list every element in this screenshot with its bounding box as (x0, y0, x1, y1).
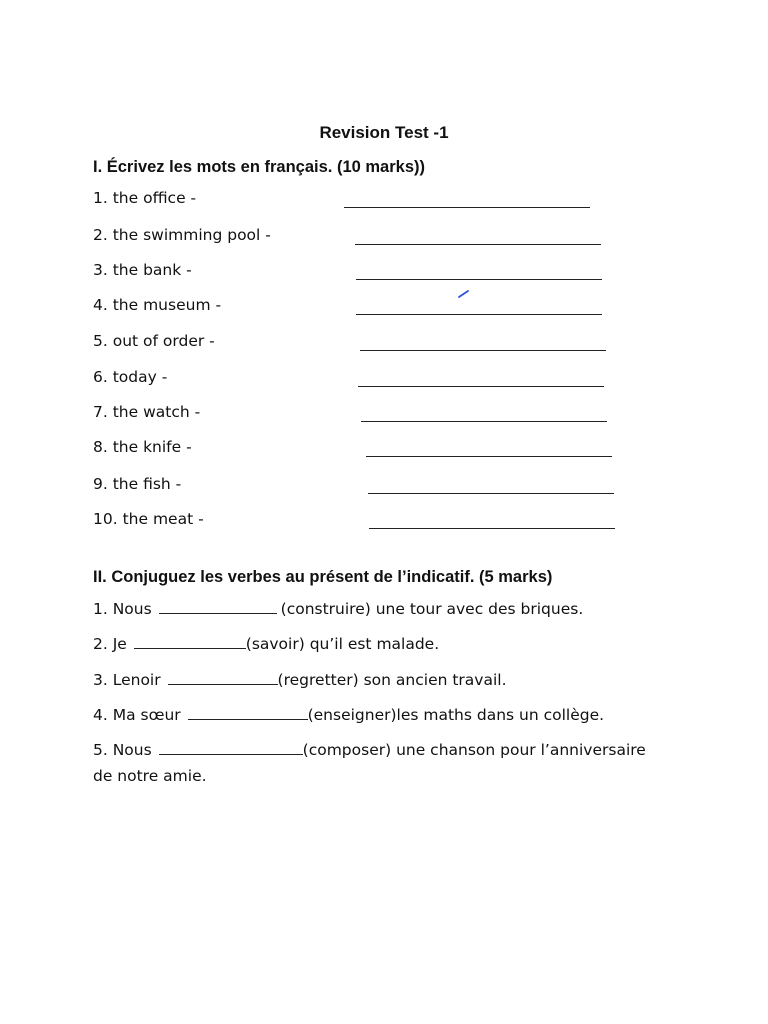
conjugation-subject: 4. Ma sœur (93, 706, 181, 724)
conjugation-prompt: (enseigner)les maths dans un collège. (307, 706, 605, 724)
conjugation-prompt: (construire) une tour avec des briques. (280, 600, 584, 618)
conjugation-subject: 2. Je (93, 635, 127, 653)
section-1-heading: I. Écrivez les mots en français. (10 marks)) (93, 158, 425, 176)
conjugation-item-5-continued: de notre amie. (93, 767, 207, 785)
answer-blank-5[interactable] (360, 350, 606, 351)
conjugation-prompt: (savoir) qu’il est malade. (245, 635, 440, 653)
answer-blank-8[interactable] (366, 456, 612, 457)
vocab-item-10: 10. the meat - (93, 510, 204, 528)
vocab-item-8: 8. the knife - (93, 438, 192, 456)
answer-blank-3[interactable] (356, 279, 602, 280)
vocab-item-1: 1. the office - (93, 189, 197, 207)
conjugation-blank-3[interactable] (168, 672, 278, 685)
answer-blank-6[interactable] (358, 386, 604, 387)
answer-blank-10[interactable] (369, 528, 615, 529)
conjugation-blank-4[interactable] (188, 707, 308, 720)
conjugation-blank-2[interactable] (134, 636, 246, 649)
vocab-item-2: 2. the swimming pool - (93, 226, 271, 244)
vocab-item-5: 5. out of order - (93, 332, 215, 350)
conjugation-blank-5[interactable] (159, 742, 303, 755)
page-title: Revision Test -1 (319, 123, 449, 142)
conjugation-item-5 (93, 741, 646, 759)
conjugation-blank-1[interactable] (159, 601, 277, 614)
vocab-item-4: 4. the museum - (93, 296, 222, 314)
conjugation-item-2 (93, 635, 439, 653)
vocab-item-9: 9. the fish - (93, 475, 182, 493)
conjugation-item-4 (93, 706, 604, 724)
answer-blank-4[interactable] (356, 314, 602, 315)
vocab-item-7: 7. the watch - (93, 403, 201, 421)
conjugation-item-1 (93, 600, 583, 618)
conjugation-prompt: (composer) une chanson pour l’anniversaire (302, 741, 646, 759)
conjugation-subject: 5. Nous (93, 741, 152, 759)
answer-blank-2[interactable] (355, 244, 601, 245)
section-2-heading: II. Conjuguez les verbes au présent de l’indicatif. (5 marks) (93, 568, 553, 586)
vocab-item-3: 3. the bank - (93, 261, 192, 279)
answer-blank-7[interactable] (361, 421, 607, 422)
conjugation-prompt: (regretter) son ancien travail. (277, 671, 507, 689)
vocab-item-6: 6. today - (93, 368, 168, 386)
conjugation-item-3 (93, 671, 507, 689)
answer-blank-1[interactable] (344, 207, 590, 208)
pen-mark-icon (458, 289, 470, 299)
conjugation-subject: 3. Lenoir (93, 671, 161, 689)
answer-blank-9[interactable] (368, 493, 614, 494)
conjugation-subject: 1. Nous (93, 600, 152, 618)
